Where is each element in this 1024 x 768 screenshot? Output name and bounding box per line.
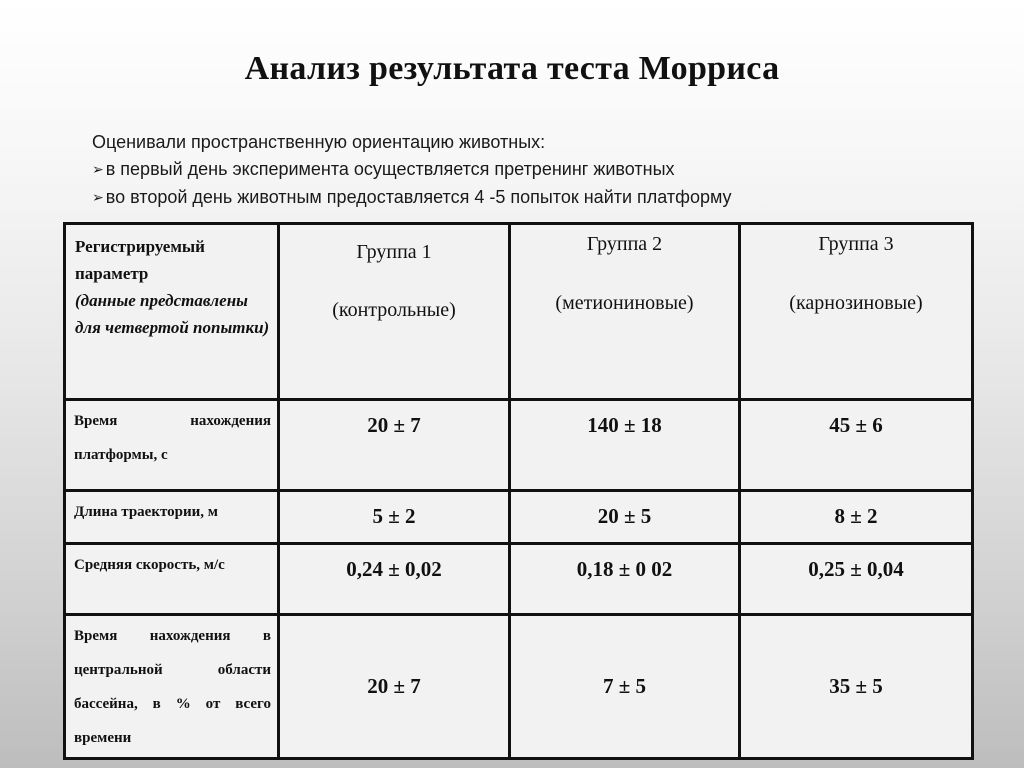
value-cell: 20 ± 7 xyxy=(279,615,510,759)
value-cell: 8 ± 2 xyxy=(740,491,973,544)
value-cell: 7 ± 5 xyxy=(510,615,740,759)
row-label: Время нахождения в центральной области бассейна, в % от всего времени xyxy=(65,615,279,759)
results-table xyxy=(63,222,974,760)
group-sub: (контрольные) xyxy=(332,299,456,321)
bullet-text: во второй день животным предоставляется 4 -5 попыток найти платформу xyxy=(105,187,732,207)
table-header-row xyxy=(65,224,973,400)
group-sub: (метиониновые) xyxy=(555,292,694,314)
page-title: Анализ результата теста Морриса xyxy=(244,50,780,87)
value-cell: 45 ± 6 xyxy=(740,400,973,491)
group-name: Группа 3 xyxy=(818,233,894,255)
header-group-1 xyxy=(279,224,510,400)
header-group-3 xyxy=(740,224,973,400)
row-label: Длина траектории, м xyxy=(65,491,279,544)
table-row xyxy=(65,615,973,759)
header-param-cell xyxy=(65,224,279,400)
bullet-text: в первый день эксперимента осуществляется претренинг животных xyxy=(105,159,675,179)
value-cell: 20 ± 5 xyxy=(510,491,740,544)
bullet-item xyxy=(92,156,992,184)
group-name: Группа 2 xyxy=(586,233,663,255)
value-cell: 5 ± 2 xyxy=(279,491,510,544)
header-group-2 xyxy=(510,224,740,400)
value-cell: 0,24 ± 0,02 xyxy=(279,544,510,615)
table-row xyxy=(65,491,973,544)
table-row xyxy=(65,544,973,615)
value-cell: 140 ± 18 xyxy=(510,400,740,491)
bullet-item xyxy=(92,184,992,212)
arrow-bullet-icon: ➢ xyxy=(92,161,104,177)
group-sub: (карнозиновые) xyxy=(789,292,923,314)
param-note: (данные представлены для четвертой попытки) xyxy=(75,291,270,337)
row-label: Время нахождения платформы, с xyxy=(65,400,279,491)
group-name: Группа 1 xyxy=(356,241,432,263)
value-cell: 0,18 ± 0 02 xyxy=(510,544,740,615)
value-cell: 35 ± 5 xyxy=(740,615,973,759)
param-label: Регистрируемый параметр xyxy=(75,237,205,283)
intro-line: Оценивали пространственную ориентацию животных: xyxy=(92,132,546,152)
intro-text xyxy=(92,129,992,212)
arrow-bullet-icon: ➢ xyxy=(92,189,104,205)
table-row xyxy=(65,400,973,491)
row-label: Средняя скорость, м/с xyxy=(65,544,279,615)
value-cell: 0,25 ± 0,04 xyxy=(740,544,973,615)
value-cell: 20 ± 7 xyxy=(279,400,510,491)
